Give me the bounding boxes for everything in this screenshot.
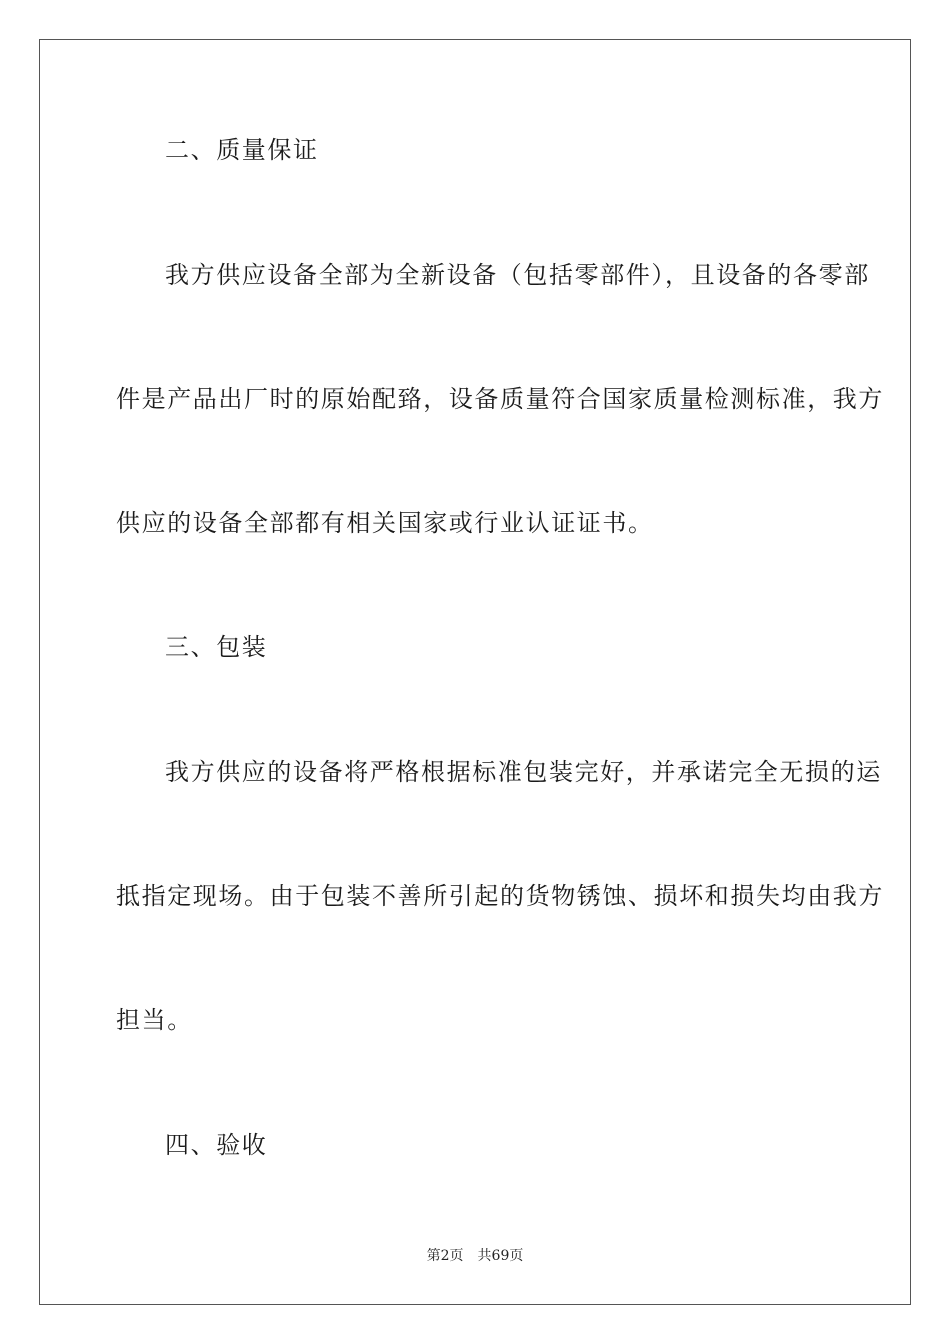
paragraph-line: 供应的设备全部都有相关国家或行业认证证书。 xyxy=(116,509,654,537)
section-heading-acceptance: 四、验收 xyxy=(165,1131,268,1159)
page-number: 第2页 xyxy=(426,1248,464,1264)
paragraph-line: 我方供应设备全部为全新设备（包括零部件），且设备的各零部 xyxy=(165,261,870,289)
section-heading-quality-assurance: 二、质量保证 xyxy=(165,136,319,164)
paragraph-line: 抵指定现场。由于包装不善所引起的货物锈蚀、损坏和损失均由我方 xyxy=(116,882,884,910)
page-border xyxy=(39,39,911,1305)
page-footer xyxy=(0,1247,950,1265)
paragraph-line: 担当。 xyxy=(116,1006,193,1034)
paragraph-line: 件是产品出厂时的原始配臵，设备质量符合国家质量检测标准，我方 xyxy=(116,385,884,413)
paragraph-line: 我方供应的设备将严格根据标准包装完好，并承诺完全无损的运 xyxy=(165,758,882,786)
page-total: 共69页 xyxy=(477,1248,524,1264)
section-heading-packaging: 三、包装 xyxy=(165,633,268,661)
